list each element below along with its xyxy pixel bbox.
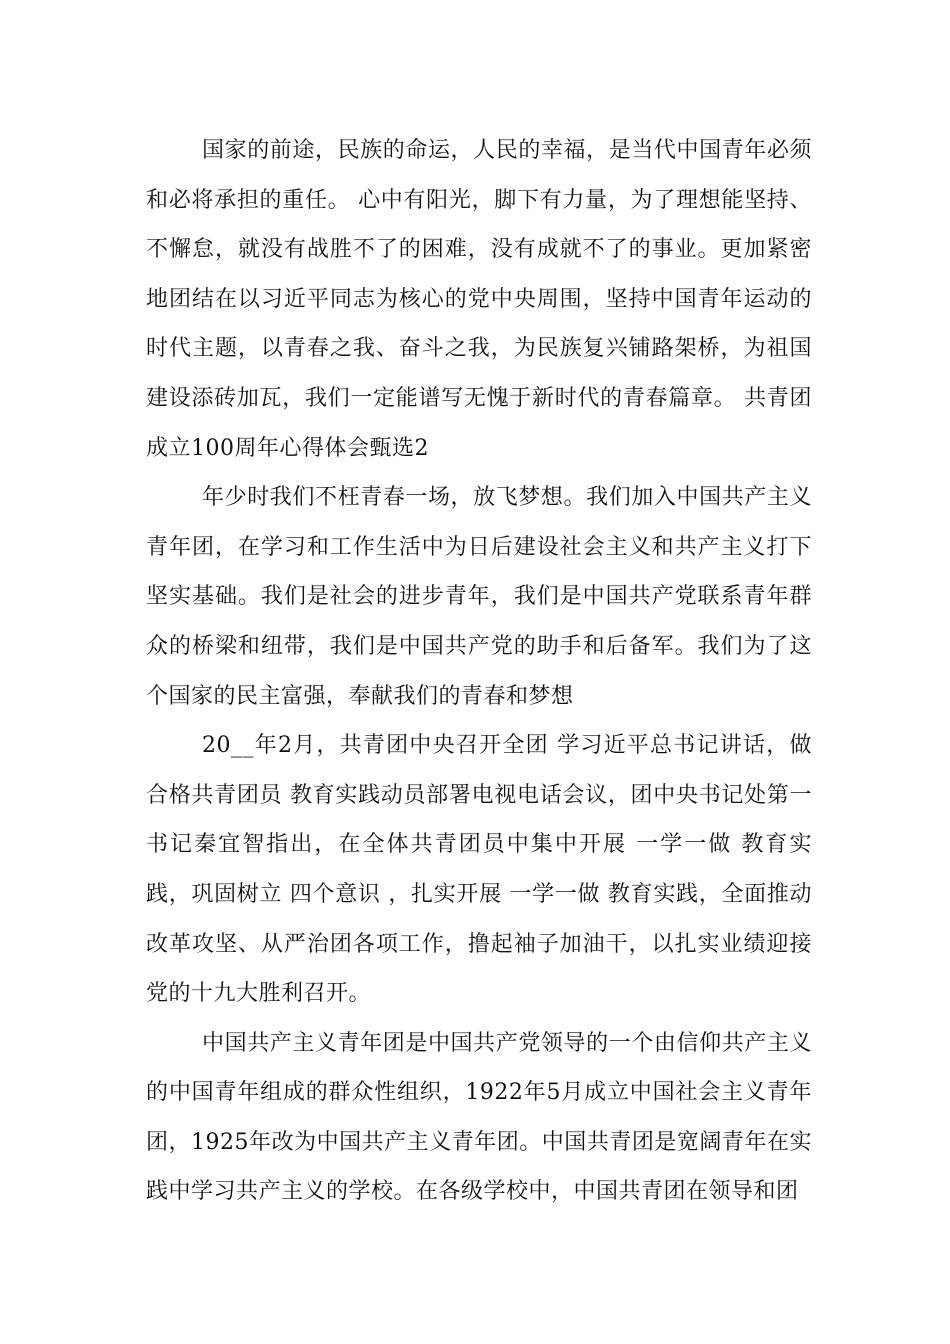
paragraph-4: 中国共产主义青年团是中国共产党领导的一个由信仰共产主义的中国青年组成的群众性组织，1922年5月成立中国社会主义青年团，1925年改为中国共产主义青年团。中国共青团是宽阔青年在实践中学习共产主义的学校。在各级学校中，中国共青团在领导和团 — [146, 1030, 812, 1205]
paragraph-1: 国家的前途，民族的命运，人民的幸福，是当代中国青年必须和必将承担的重任。 心中有阳光，脚下有力量，为了理想能坚持、不懈怠，就没有战胜不了的困难，没有成就不了的事业。更加紧密地团结在以习近平同志为核心的党中央周围，坚持中国青年运动的时代主题，以青春之我、奋斗之我，为民族复兴铺路架桥，为祖国建设添砖加瓦，我们一定能谱写无愧于新时代的青春篇章。 共青团成立100周年心得体会甄选2 — [146, 138, 812, 461]
document-body — [146, 126, 812, 1217]
paragraph-3: 20__年2月，共青团中央召开全团 学习近平总书记讲话，做合格共青团员 教育实践动员部署电视电话会议，团中央书记处第一书记秦宜智指出，在全体共青团员中集中开展 一学一做 教育实践，巩固树立 四个意识 ，扎实开展 一学一做 教育实践，全面推动改革攻坚、从严治团各项工作，撸起袖子加油干，以扎实业绩迎接党的十九大胜利召开。 — [146, 733, 812, 1007]
paragraph-2: 年少时我们不枉青春一场，放飞梦想。我们加入中国共产主义青年团，在学习和工作生活中为日后建设社会主义和共产主义打下坚实基础。我们是社会的进步青年，我们是中国共产党联系青年群众的桥梁和纽带，我们是中国共产党的助手和后备军。我们为了这个国家的民主富强，奉献我们的青春和梦想 — [146, 485, 812, 709]
